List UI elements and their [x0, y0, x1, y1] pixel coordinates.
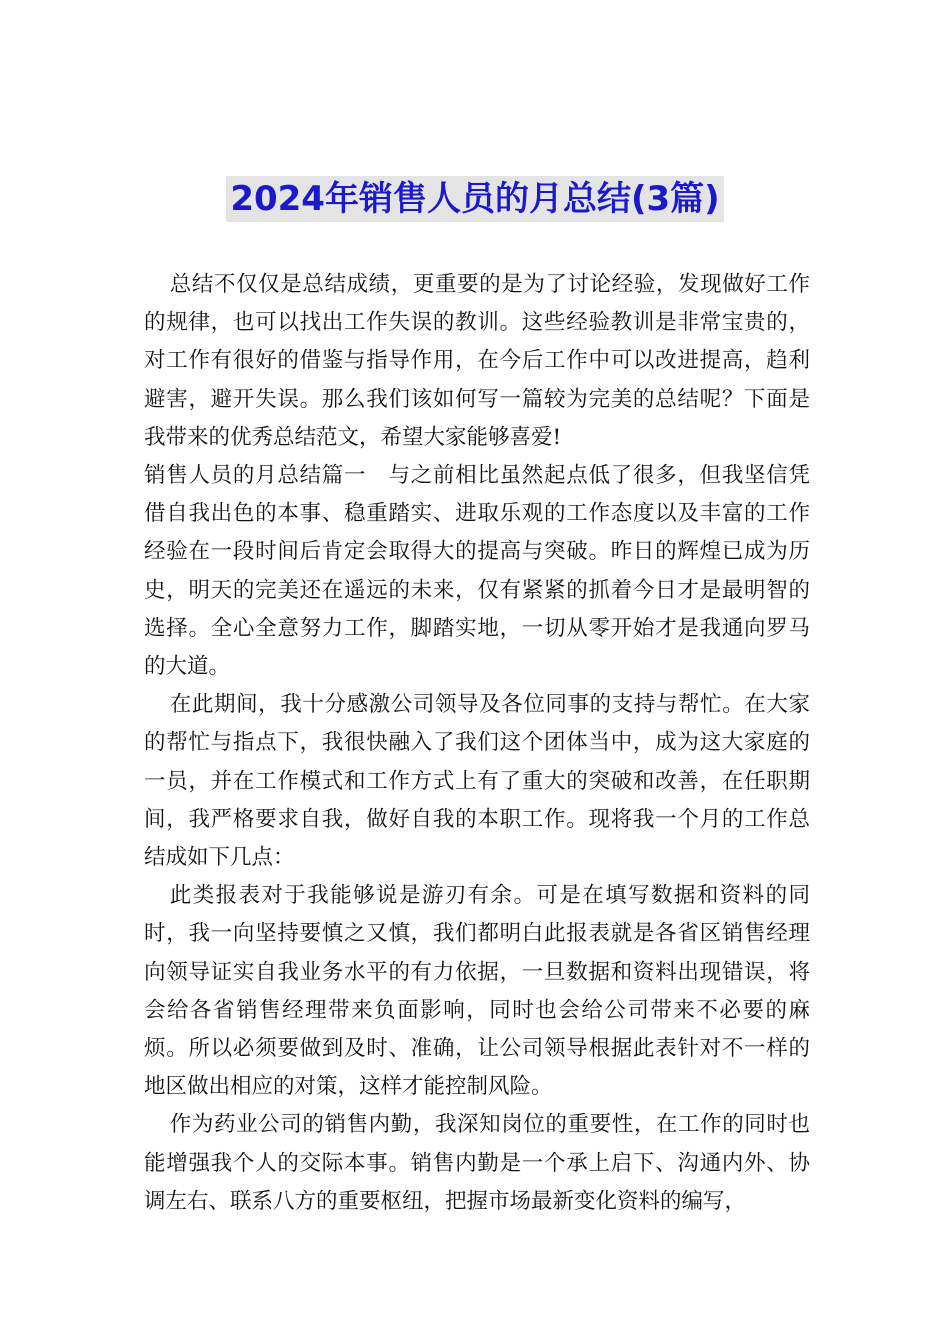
paragraph-sales-assistant: 作为药业公司的销售内勤，我深知岗位的重要性，在工作的同时也能增强我个人的交际本事。销售内勤是一个承上启下、沟通内外、协调左右、联系八方的重要枢纽，把握市场最新变化资料的编写， — [144, 1112, 810, 1214]
document-title: 2024年销售人员的月总结(3篇) — [226, 176, 723, 222]
paragraph-intro: 总结不仅仅是总结成绩，更重要的是为了讨论经验，发现做好工作的规律，也可以找出工作失误的教训。这些经验教训是非常宝贵的，对工作有很好的借鉴与指导作用，在今后工作中可以改进提高，趋利避害，避开失误。那么我们该如何写一篇较为完美的总结呢？下面是我带来的优秀总结范文，希望大家能够喜爱! — [144, 272, 810, 450]
title-container — [0, 176, 950, 222]
paragraph-section-one: 销售人员的月总结篇一 与之前相比虽然起点低了很多，但我坚信凭借自我出色的本事、稳重踏实、进取乐观的工作态度以及丰富的工作经验在一段时间后肯定会取得大的提高与突破。昨日的辉煌已成为历史，明天的完美还在遥远的未来，仅有紧紧的抓着今日才是最明智的选择。全心全意努力工作，脚踏实地，一切从零开始才是我通向罗马的大道。 — [144, 463, 810, 680]
paragraph-gratitude: 在此期间，我十分感激公司领导及各位同事的支持与帮忙。在大家的帮忙与指点下，我很快融入了我们这个团体当中，成为这大家庭的一员，并在工作模式和工作方式上有了重大的突破和改善，在任职期间，我严格要求自我，做好自我的本职工作。现将我一个月的工作总结成如下几点： — [144, 692, 810, 871]
document-body — [144, 266, 810, 1221]
paragraph-reports: 此类报表对于我能够说是游刃有余。可是在填写数据和资料的同时，我一向坚持要慎之又慎，我们都明白此报表就是各省区销售经理向领导证实自我业务水平的有力依据，一旦数据和资料出现错误，将会给各省销售经理带来负面影响，同时也会给公司带来不必要的麻烦。所以必须要做到及时、准确，让公司领导根据此表针对不一样的地区做出相应的对策，这样才能控制风险。 — [144, 883, 810, 1100]
